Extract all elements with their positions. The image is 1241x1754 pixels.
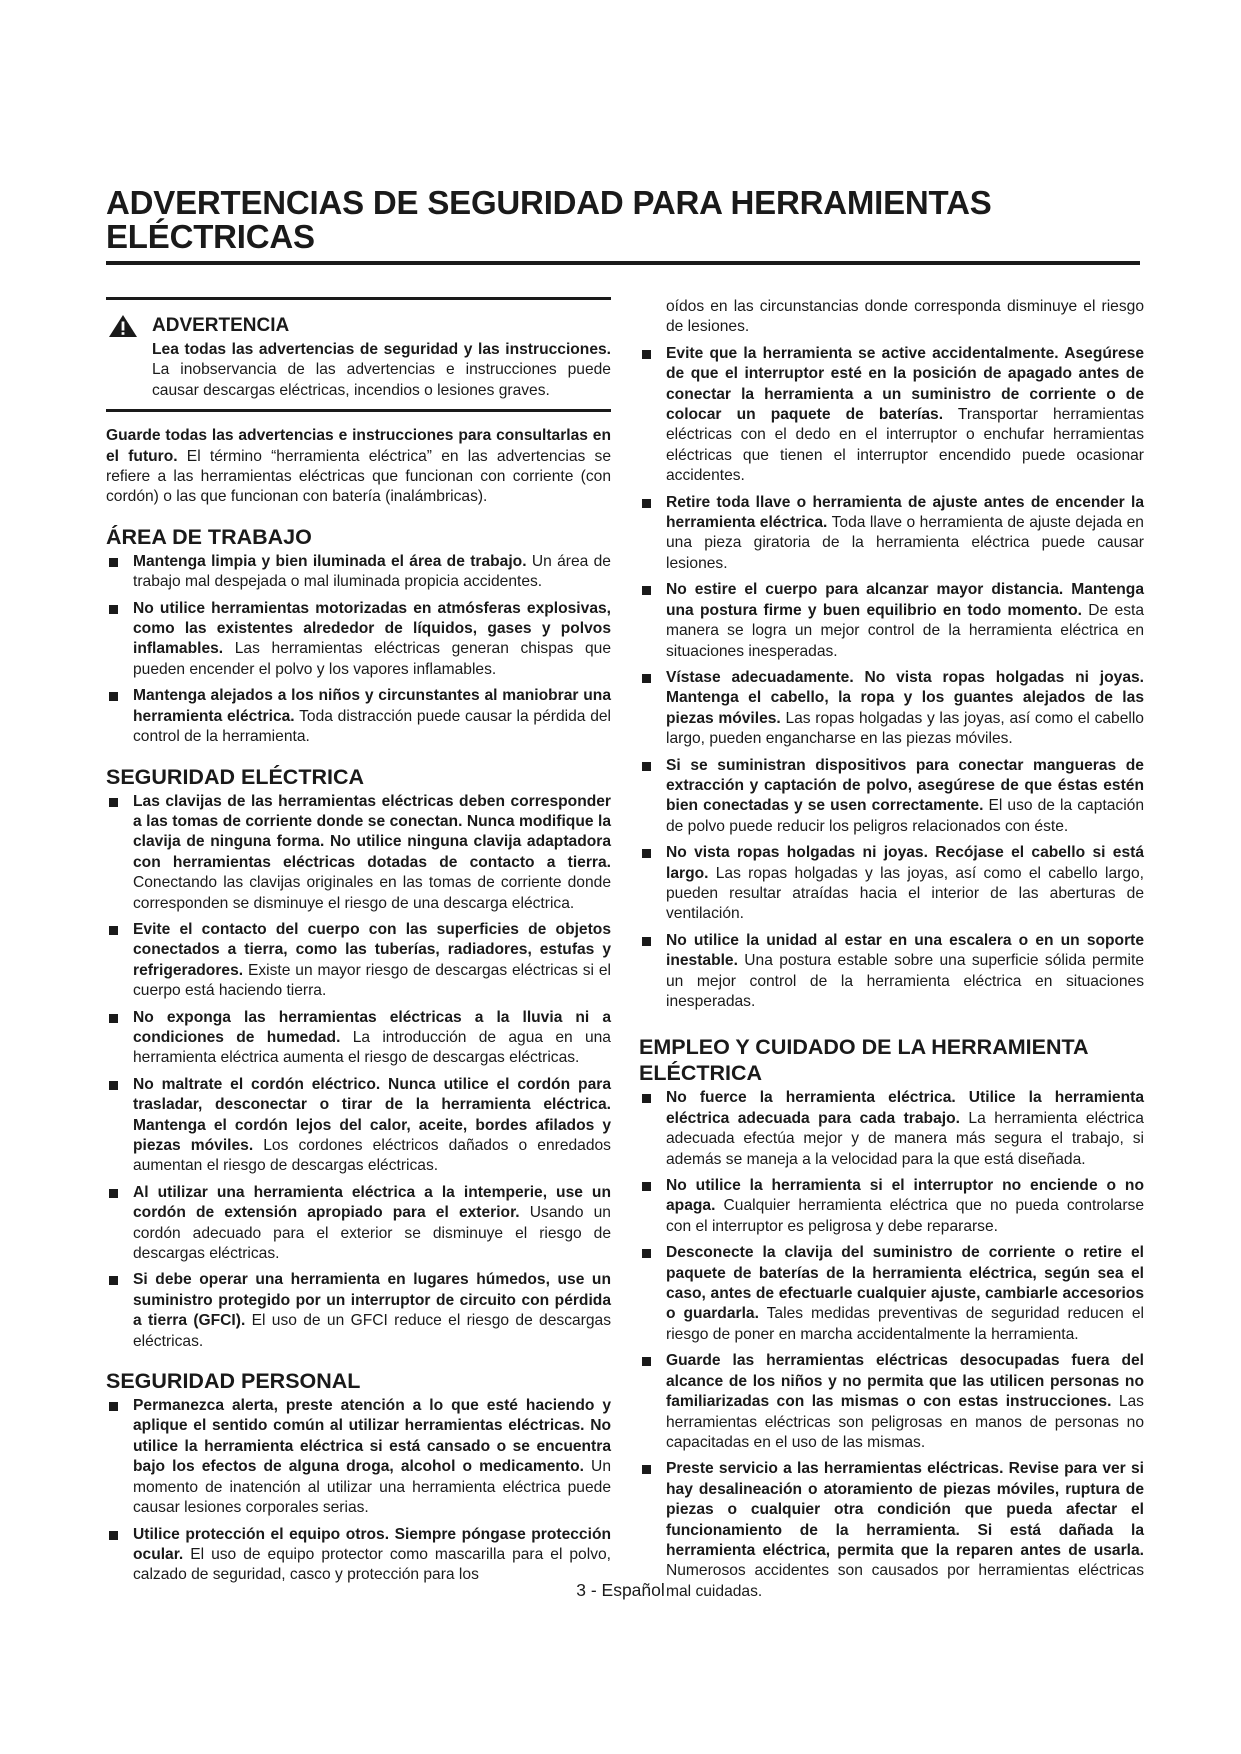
heading-seguridad-electrica: SEGURIDAD ELÉCTRICA (106, 764, 365, 789)
list-item-bold: Utilice protección el equipo otros. Siempre póngase protección ocular. (133, 1525, 611, 1563)
list-item (106, 1183, 611, 1265)
list-item-bold: No exponga las herramientas eléctricas a la lluvia ni a condiciones de humedad. (133, 1008, 611, 1046)
list-item-text: La introducción de agua en una herramienta eléctrica aumenta el riesgo de descargas eléctricas. (133, 1028, 611, 1067)
warning-title: ADVERTENCIA (152, 314, 290, 336)
list-item-text: Las ropas holgadas y las joyas, así como el cabello largo, pueden resultar atraídas hacia el interior de las aberturas de ventilación. (666, 864, 1144, 923)
page-footer: 3 - Español (576, 1580, 665, 1600)
page-title: ADVERTENCIAS DE SEGURIDAD PARA HERRAMIENTAS ELÉCTRICAS (106, 184, 992, 255)
list-item-text: El uso de un GFCI reduce el riesgo de descargas eléctricas. (133, 1312, 612, 1350)
list-seguridad-personal-continued (639, 344, 1144, 1013)
warning-normal: La inobservancia de las advertencias e instrucciones puede causar descargas eléctricas, incendios o lesiones graves. (152, 361, 611, 399)
list-item-bold: Al utilizar una herramienta eléctrica a la intemperie, use un cordón de extensión apropiado para el exterior. (133, 1183, 611, 1222)
list-item (106, 552, 611, 593)
list-item-bold: Vístase adecuadamente. No vista ropas holgadas ni joyas. Mantenga el cabello, la ropa y los guantes alejados de las piezas móviles. (666, 668, 1144, 727)
list-item (639, 1176, 1144, 1237)
list-item-bold: Permanezca alerta, preste atención a lo que esté haciendo y aplique el sentido común al utilizar herramientas eléctricas. No utilice la herramienta eléctrica si está cansado o se encuentra bajo los efectos de alguna droga, alcohol o medicamento. (133, 1397, 611, 1476)
left-column (106, 297, 611, 1592)
continuation-text: oídos en las circunstancias donde corresponda disminuye el riesgo de lesiones. (666, 298, 1144, 336)
list-item-bold: Desconecte la clavija del suministro de corriente o retire el paquete de baterías de la herramienta eléctrica, según sea el caso, antes de efectuarle cualquier ajuste, cambiarle accesorios o guardarla. (666, 1244, 1144, 1323)
list-item (639, 493, 1144, 575)
warning-header (108, 314, 611, 338)
intro-paragraph (106, 426, 611, 508)
warning-box (106, 300, 611, 409)
list-item-text: Un área de trabajo mal despejada o mal iluminada propicia accidentes. (133, 552, 611, 591)
heading-seguridad-personal: SEGURIDAD PERSONAL (106, 1369, 361, 1394)
list-item-bold: No utilice herramientas motorizadas en atmósferas explosivas, como las existentes alrededor de líquidos, gases y polvos inflamables. (133, 599, 611, 658)
list-item-bold: Evite el contacto del cuerpo con las superficies de objetos conectados a tierra, como las tuberías, radiadores, estufas y refrigeradores. (133, 920, 611, 979)
list-item-text: Cualquier herramienta eléctrica que no pueda controlarse con el interruptor es peligrosa y debe repararse. (666, 1197, 1144, 1235)
list-item-bold: No maltrate el cordón eléctrico. Nunca utilice el cordón para trasladar, desconectar o tirar de la herramienta eléctrica. Mantenga el cordón lejos del calor, aceite, bordes afilados y piezas móviles. (133, 1075, 611, 1154)
list-empleo-cuidado (639, 1088, 1144, 1602)
warning-bottom-rule (106, 409, 611, 412)
list-item-text: Toda distracción puede causar la pérdida del control de la herramienta. (133, 707, 611, 746)
list-item (639, 344, 1144, 487)
list-item (106, 1525, 611, 1586)
list-item (106, 599, 611, 681)
list-item (639, 931, 1144, 1013)
heading-area-trabajo: ÁREA DE TRABAJO (106, 524, 312, 549)
list-seguridad-electrica (106, 792, 611, 1353)
list-item-text: El uso de la captación de polvo puede reducir los peligros relacionados con éste. (666, 797, 1144, 835)
list-item-text: Toda llave o herramienta de ajuste dejada en una pieza giratoria de la herramienta eléctrica puede causar lesiones. (666, 514, 1144, 572)
list-area-trabajo (106, 552, 611, 748)
list-item-bold: Retire toda llave o herramienta de ajuste antes de encender la herramienta eléctrica. (666, 493, 1144, 532)
list-item-text: Numerosos accidentes son causados por herramientas eléctricas mal cuidadas. (666, 1562, 1144, 1600)
list-item-bold: Preste servicio a las herramientas eléctricas. Revise para ver si hay desalineación o atoramiento de piezas móviles, ruptura de piezas o cualquier otra condición que pueda afectar el funcionamiento de la herramienta. Si está dañada la herramienta eléctrica, permita que la reparen antes de usarla. (666, 1460, 1144, 1559)
list-item-bold: Mantenga alejados a los niños y circunstantes al maniobrar una herramienta eléctrica. (133, 687, 611, 725)
list-item-text: Los cordones eléctricos dañados o enredados aumentan el riesgo de descargas eléctricas. (133, 1137, 611, 1175)
list-item-bold: Guarde las herramientas eléctricas desocupadas fuera del alcance de los niños y no permita que las utilicen personas no familiarizadas con las mismas o con estas instrucciones. (666, 1352, 1144, 1411)
list-item-text: El uso de equipo protector como mascarilla para el polvo, calzado de seguridad, casco y protección para los (133, 1545, 611, 1584)
warning-text (152, 340, 611, 401)
intro-normal: El término “herramienta eléctrica” en las advertencias se refiere a las herramientas eléctricas que funcionan con corriente (con cordón) o las que funcionan con batería (inalámbricas). (106, 447, 612, 506)
heading-empleo-cuidado: EMPLEO Y CUIDADO DE LA HERRAMIENTA ELÉCTRICA (639, 1035, 1088, 1086)
list-item (106, 792, 611, 914)
warning-triangle-icon (108, 314, 138, 338)
list-item-bold: No utilice la herramienta si el interruptor no enciende o no apaga. (666, 1177, 1144, 1215)
list-item-text: Transportar herramientas eléctricas con el dedo en el interruptor o enchufar herramientas eléctricas que tienen el interruptor encendido puede ocasionar accidentes. (666, 406, 1145, 485)
list-item (639, 756, 1144, 838)
title-underline (106, 261, 1140, 265)
list-item-text: Las herramientas eléctricas generan chispas que pueden encender el polvo y los vapores inflamables. (133, 640, 611, 678)
list-item-text: Una postura estable sobre una superficie sólida permite un mejor control de la herramienta eléctrica en situaciones inesperadas. (666, 952, 1144, 1010)
list-item-text: De esta manera se logra un mejor control de la herramienta eléctrica en situaciones inesperadas. (666, 601, 1145, 660)
list-item-text: Existe un mayor riesgo de descargas eléctricas si el cuerpo está haciendo tierra. (133, 961, 611, 1000)
list-item (106, 1396, 611, 1518)
list-item-bold: No utilice la unidad al estar en una escalera o en un soporte inestable. (666, 931, 1144, 970)
list-item-bold: Si se suministran dispositivos para conectar mangueras de extracción y captación de polvo, asegúrese de que éstas estén bien conectadas y se usen correctamente. (666, 756, 1144, 815)
list-item (106, 920, 611, 1002)
list-item (639, 1243, 1144, 1345)
list-item (639, 580, 1144, 662)
list-item (106, 1075, 611, 1177)
list-item (106, 686, 611, 747)
list-item-bold: Mantenga limpia y bien iluminada el área de trabajo. (133, 552, 527, 570)
list-item-bold: No estire el cuerpo para alcanzar mayor distancia. Mantenga una postura firme y buen equilibrio en todo momento. (666, 581, 1144, 619)
list-item-text: Tales medidas preventivas de seguridad reducen el riesgo de poner en marcha accidentalmente la herramienta. (666, 1305, 1144, 1343)
list-item (639, 1088, 1144, 1170)
intro-bold: Guarde todas las advertencias e instrucciones para consultarlas en el futuro. (106, 427, 611, 465)
list-item (639, 843, 1144, 925)
list-item-bold: Si debe operar una herramienta en lugares húmedos, use un suministro protegido por un interruptor de circuito con pérdida a tierra (GFCI). (133, 1271, 611, 1330)
list-item-bold: No fuerce la herramienta eléctrica. Utilice la herramienta eléctrica adecuada para cada trabajo. (666, 1089, 1144, 1127)
list-item-text: Las herramientas eléctricas son peligrosas en manos de personas no capacitadas en el uso de las mismas. (666, 1393, 1144, 1451)
list-item-text: Un momento de inatención al utilizar una herramienta eléctrica puede causar lesiones corporales serias. (133, 1458, 611, 1517)
list-item (639, 1351, 1144, 1453)
list-item-text: Las ropas holgadas y las joyas, así como el cabello largo, pueden engancharse en las piezas móviles. (666, 709, 1144, 748)
list-item (639, 668, 1144, 750)
warning-bold: Lea todas las advertencias de seguridad y las instrucciones. (152, 341, 611, 358)
list-item-bold: No vista ropas holgadas ni joyas. Recójase el cabello si está largo. (666, 844, 1144, 882)
right-column (639, 297, 1144, 1608)
list-item-bold: Las clavijas de las herramientas eléctricas deben corresponder a las tomas de corriente donde se conectan. Nunca modifique la clavija de ninguna forma. No utilice ninguna clavija adaptadora con herramientas eléctricas dotadas de contacto a tierra. (133, 792, 611, 871)
list-seguridad-personal (106, 1396, 611, 1586)
list-item-text: Usando un cordón adecuado para el exterior se disminuye el riesgo de descargas eléctricas. (133, 1204, 611, 1263)
list-item-bold: Evite que la herramienta se active accidentalmente. Asegúrese de que el interruptor esté en la posición de apagado antes de conectar la herramienta a un suministro de corriente o de colocar un paquete de baterías. (666, 344, 1144, 424)
list-item-text: Conectando las clavijas originales en las tomas de corriente donde corresponden se disminuye el riesgo de una descarga eléctrica. (133, 874, 611, 912)
list-item (106, 1270, 611, 1352)
list-item-text: La herramienta eléctrica adecuada efectúa mejor y de manera más segura el trabajo, si además se maneja a la velocidad para la que está diseñada. (666, 1109, 1144, 1168)
list-item (106, 1008, 611, 1069)
